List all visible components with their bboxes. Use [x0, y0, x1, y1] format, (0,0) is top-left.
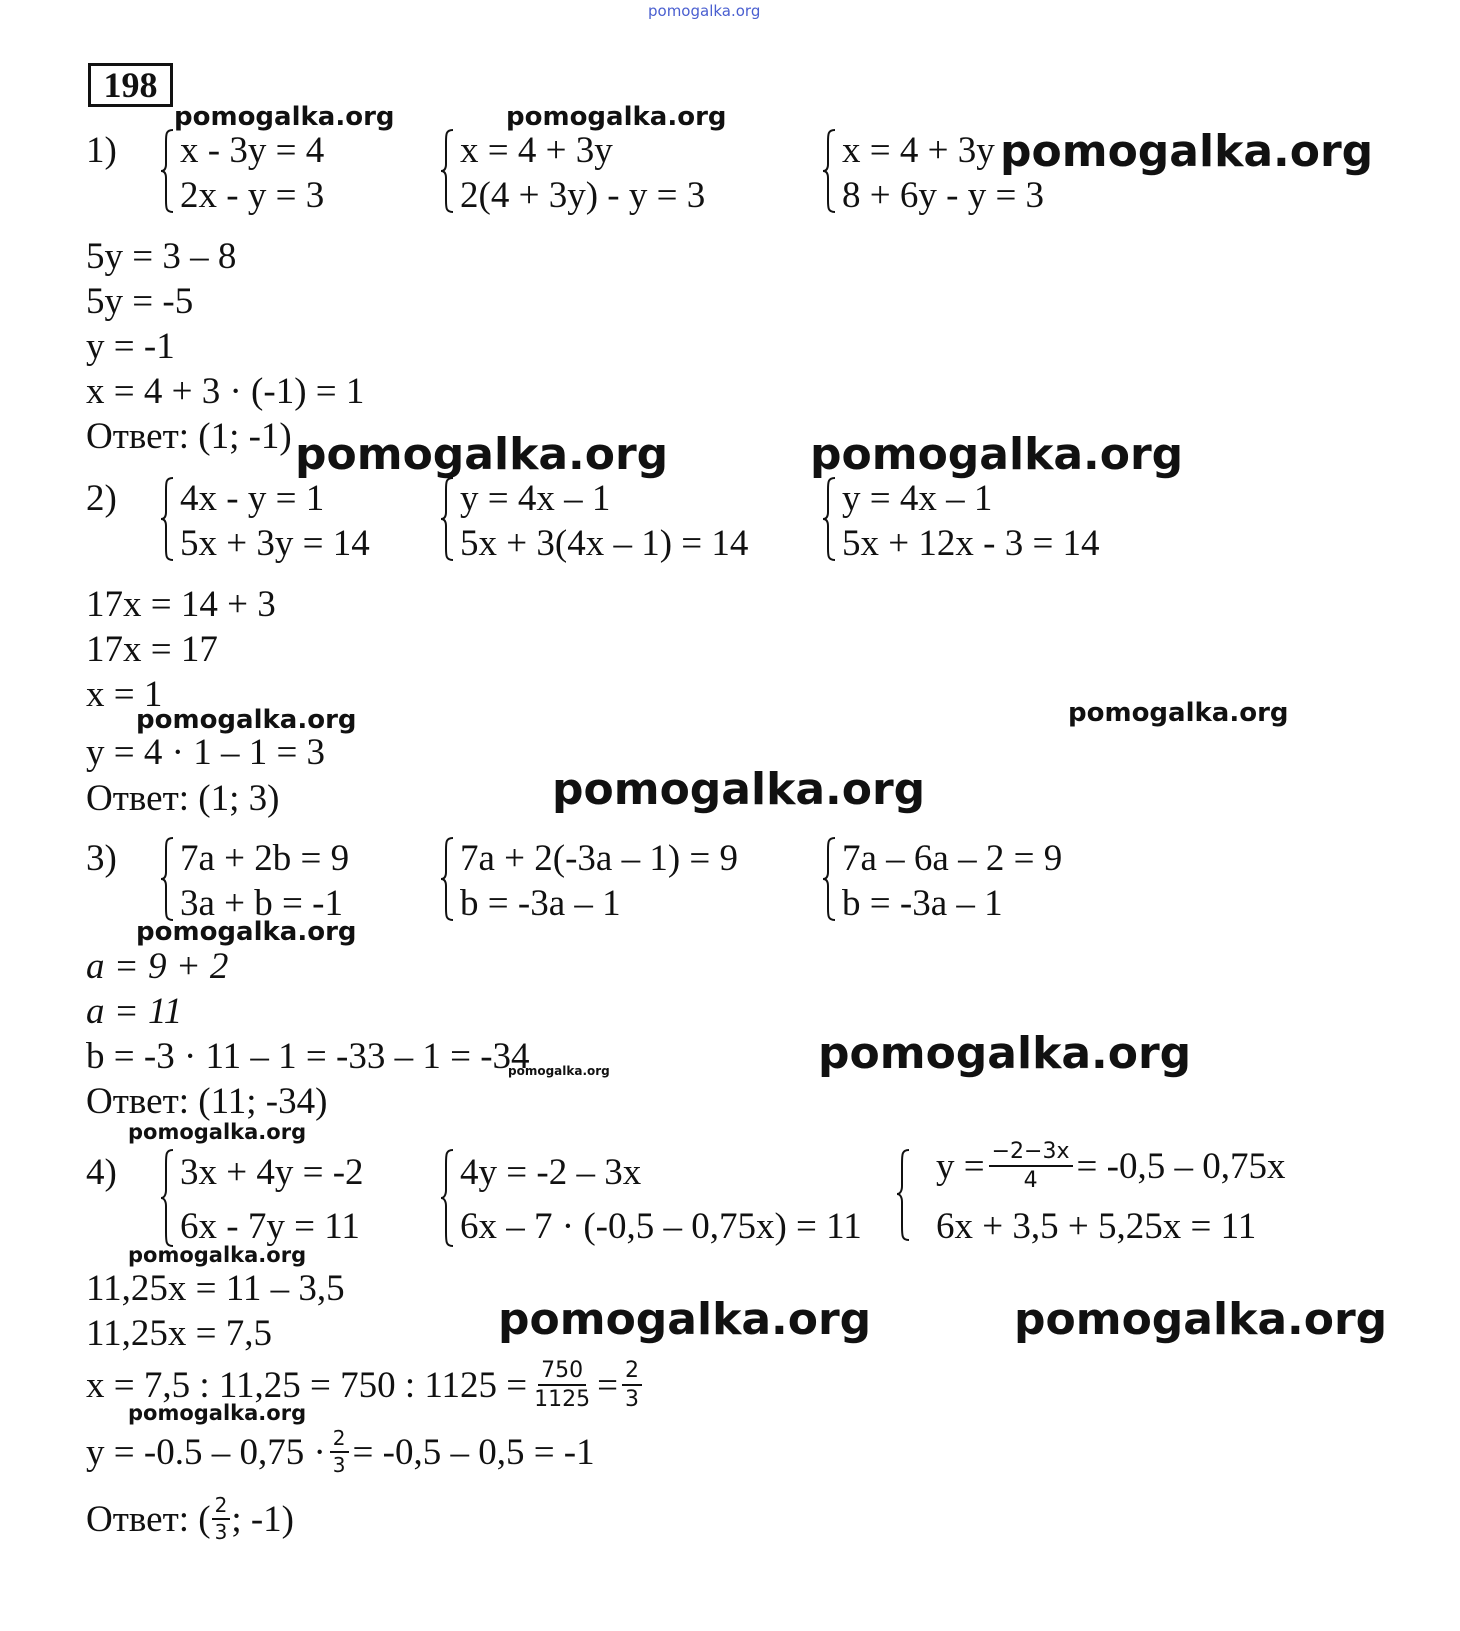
brace-icon	[440, 128, 454, 214]
step: 17x = 14 + 3	[86, 584, 276, 625]
fraction-denominator: 4	[1023, 1168, 1038, 1193]
fraction	[989, 1140, 1073, 1192]
equation: 2(4 + 3y) - y = 3	[460, 175, 706, 216]
equation	[936, 1136, 1285, 1196]
step: 5y = -5	[86, 281, 194, 322]
watermark: pomogalka.org	[810, 429, 1184, 480]
watermark: pomogalka.org	[818, 1028, 1192, 1079]
fraction-denominator: 3	[332, 1453, 346, 1477]
equation: 6x + 3,5 + 5,25x = 11	[936, 1206, 1257, 1247]
answer	[86, 1488, 294, 1550]
brace-icon	[160, 836, 174, 922]
watermark: pomogalka.org	[506, 102, 727, 132]
fraction-denominator: 1125	[534, 1387, 591, 1412]
brace-icon	[160, 1148, 174, 1248]
step: y = -1	[86, 326, 175, 367]
step: 5y = 3 – 8	[86, 236, 237, 277]
equation-part: x = 7,5 : 11,25 = 750 : 1125 =	[86, 1364, 528, 1406]
part2-system-1	[160, 476, 390, 562]
equation-part: = -0,5 – 0,5 = -1	[352, 1431, 595, 1473]
answer-part: ; -1)	[231, 1498, 295, 1540]
part1-label: 1)	[86, 130, 117, 171]
part2-label: 2)	[86, 478, 117, 519]
equation: 5x + 12x - 3 = 14	[842, 523, 1100, 564]
step: b = -3 · 11 – 1 = -33 – 1 = -34	[86, 1036, 530, 1077]
equation: 2x - y = 3	[180, 175, 325, 216]
watermark: pomogalka.org	[136, 917, 357, 947]
brace-icon	[160, 476, 174, 562]
watermark: pomogalka.org	[128, 1243, 307, 1267]
part3-system-2	[440, 836, 780, 922]
top-watermark: pomogalka.org	[648, 2, 761, 20]
brace-icon	[440, 476, 454, 562]
watermark: pomogalka.org	[295, 429, 669, 480]
equation: y = 4x – 1	[842, 478, 993, 519]
watermark: pomogalka.org	[136, 705, 357, 735]
part3-system-3	[822, 836, 1102, 922]
brace-icon	[822, 128, 836, 214]
equation: 7a + 2(-3a – 1) = 9	[460, 838, 739, 879]
step: 17x = 17	[86, 629, 218, 670]
part1-system-1	[160, 128, 380, 214]
watermark: pomogalka.org	[174, 102, 395, 132]
equation: 6x – 7 · (-0,5 – 0,75x) = 11	[460, 1206, 862, 1247]
equation-part: =	[597, 1364, 619, 1406]
fraction-denominator: 3	[625, 1387, 640, 1412]
step: x = 4 + 3 · (-1) = 1	[86, 371, 365, 412]
brace-icon	[440, 836, 454, 922]
step: a = 11	[86, 991, 183, 1032]
equation: b = -3a – 1	[842, 883, 1003, 924]
equation: 4y = -2 – 3x	[460, 1152, 642, 1193]
watermark: pomogalka.org	[128, 1401, 307, 1425]
brace-icon	[440, 1148, 454, 1248]
equation: x = 4 + 3y	[842, 130, 995, 171]
equation: 7a – 6a – 2 = 9	[842, 838, 1063, 879]
step: 11,25x = 7,5	[86, 1313, 272, 1354]
watermark: pomogalka.org	[1068, 698, 1289, 728]
problem-number: 198	[88, 63, 173, 107]
equation-part: y = -0.5 – 0,75 ·	[86, 1431, 326, 1473]
equation: 7a + 2b = 9	[180, 838, 350, 879]
equation: 6x - 7y = 11	[180, 1206, 360, 1247]
brace-icon	[822, 476, 836, 562]
answer-part: Ответ: (	[86, 1498, 211, 1540]
equation: 3a + b = -1	[180, 883, 343, 924]
watermark: pomogalka.org	[508, 1064, 610, 1078]
brace-icon	[160, 128, 174, 214]
equation: 5x + 3(4x – 1) = 14	[460, 523, 749, 564]
equation: y = 4x – 1	[460, 478, 611, 519]
equation: x - 3y = 4	[180, 130, 325, 171]
equation-part: y =	[936, 1145, 985, 1187]
watermark: pomogalka.org	[128, 1120, 307, 1144]
watermark: pomogalka.org	[1000, 126, 1374, 177]
part1-system-3	[822, 128, 1062, 214]
fraction	[622, 1359, 642, 1411]
step: a = 9 + 2	[86, 946, 229, 987]
fraction-numerator: −2−3x	[989, 1140, 1073, 1167]
part4-label: 4)	[86, 1152, 117, 1193]
fraction-numerator: 2	[622, 1359, 642, 1386]
part4-system-2	[440, 1148, 880, 1248]
equation: x = 4 + 3y	[460, 130, 613, 171]
fraction-numerator: 750	[538, 1359, 586, 1386]
watermark: pomogalka.org	[1014, 1294, 1388, 1345]
step: x = 1	[86, 674, 163, 715]
fraction	[212, 1495, 231, 1543]
step: y = 4 · 1 – 1 = 3	[86, 732, 326, 773]
y-result-line	[86, 1422, 595, 1482]
equation: b = -3a – 1	[460, 883, 621, 924]
part2-system-3	[822, 476, 1122, 562]
brace-icon	[822, 836, 836, 922]
equation-part: = -0,5 – 0,75x	[1076, 1145, 1286, 1187]
equation: 8 + 6y - y = 3	[842, 175, 1045, 216]
part3-label: 3)	[86, 838, 117, 879]
fraction-numerator: 2	[212, 1495, 231, 1520]
fraction	[330, 1428, 349, 1476]
equation: 5x + 3y = 14	[180, 523, 370, 564]
part2-system-2	[440, 476, 780, 562]
answer: Ответ: (1; -1)	[86, 416, 292, 457]
part4-system-3	[896, 1136, 1336, 1248]
brace-icon	[896, 1136, 910, 1248]
fraction-denominator: 3	[214, 1520, 228, 1544]
part3-system-1	[160, 836, 390, 922]
watermark: pomogalka.org	[498, 1294, 872, 1345]
part4-system-1	[160, 1148, 390, 1248]
fraction	[531, 1359, 593, 1411]
fraction-numerator: 2	[330, 1428, 349, 1453]
equation: 3x + 4y = -2	[180, 1152, 364, 1193]
part1-system-2	[440, 128, 740, 214]
equation: 4x - y = 1	[180, 478, 325, 519]
answer: Ответ: (1; 3)	[86, 778, 280, 819]
answer: Ответ: (11; -34)	[86, 1081, 328, 1122]
watermark: pomogalka.org	[552, 764, 926, 815]
step: 11,25x = 11 – 3,5	[86, 1268, 345, 1309]
